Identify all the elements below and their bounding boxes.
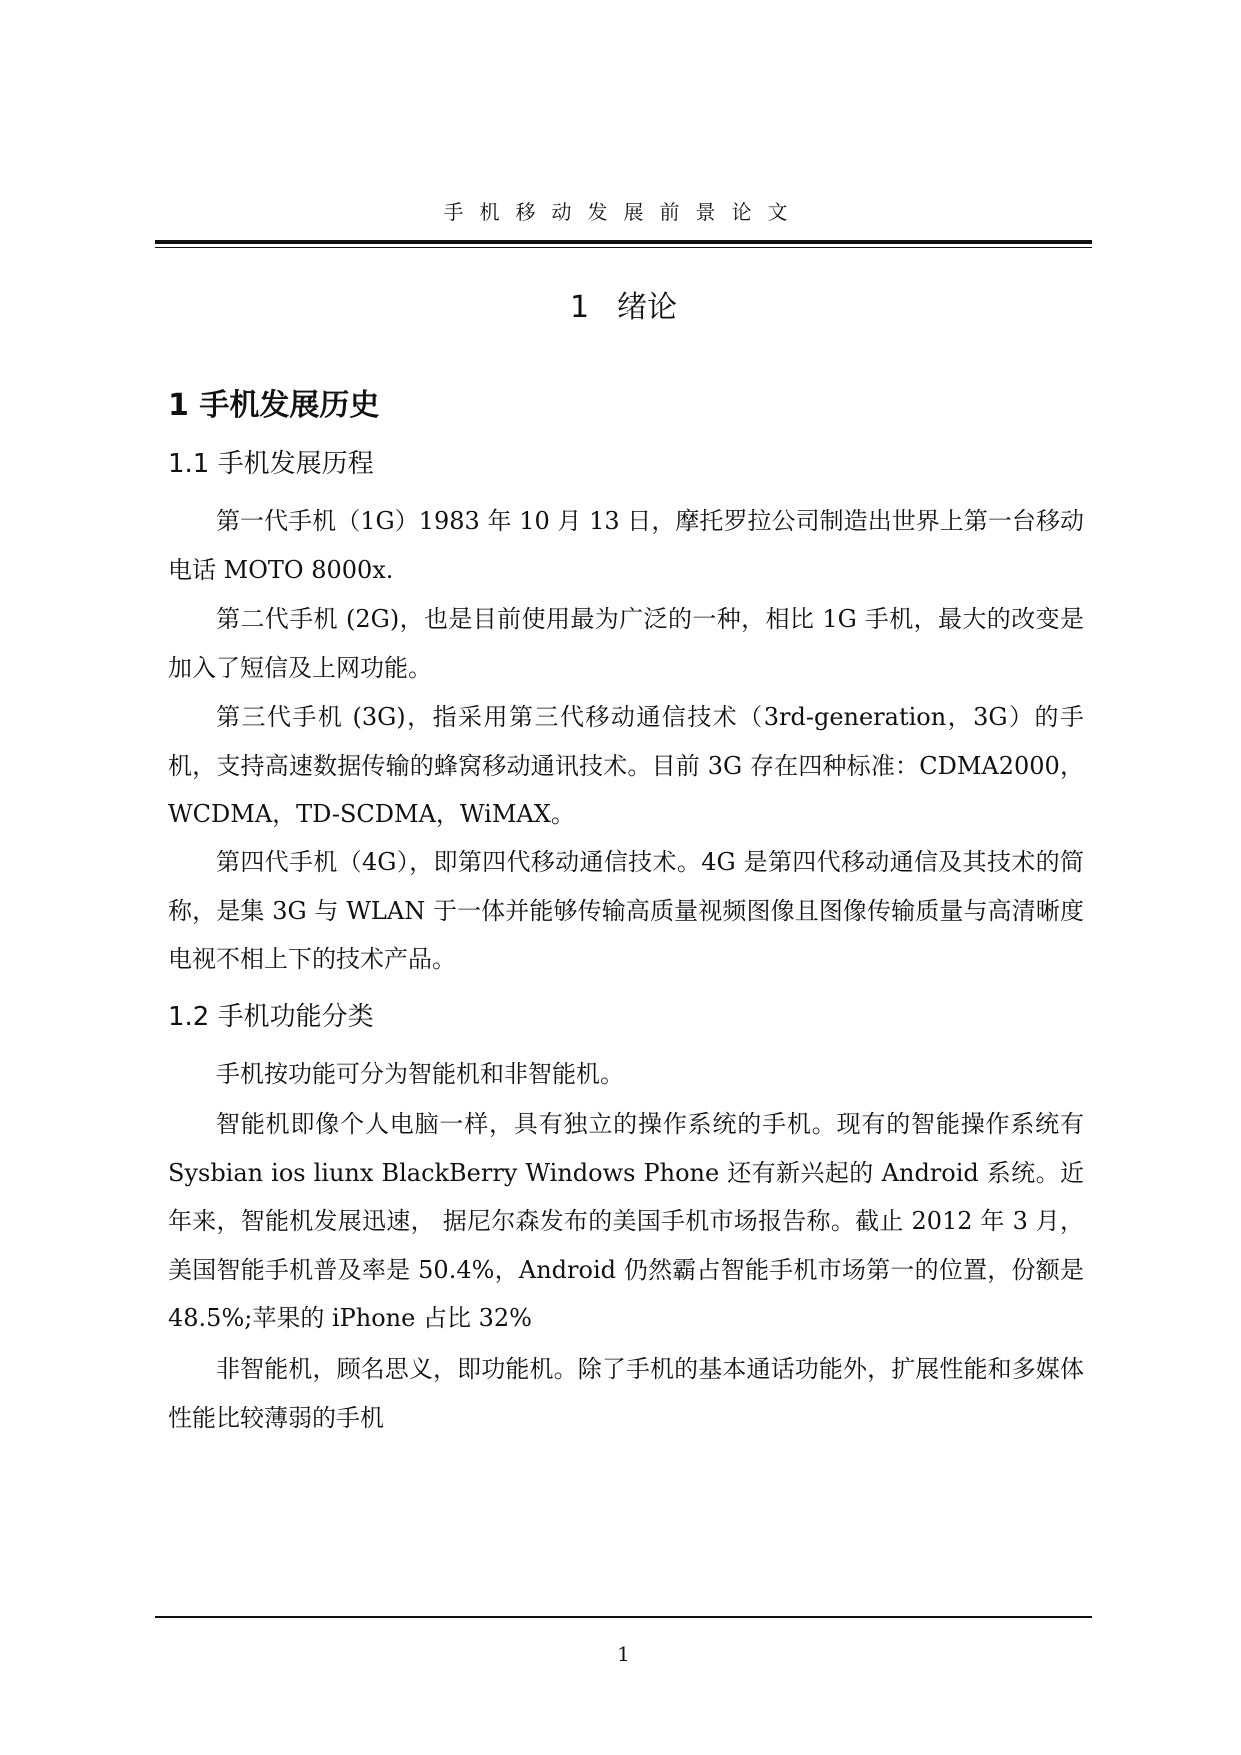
paragraph-smartphone: 智能机即像个人电脑一样，具有独立的操作系统的手机。现有的智能操作系统有 Sysbian ios liunx BlackBerry Windows Phone 还有新兴起的 Android 系统。近年来，智能机发展迅速， 据尼尔森发布的美国手机市场报告称。截止 2012 年 3 月，美国智能手机普及率是 50.4%，Android 仍然霸占智能手机市场第一的位置，份额是 48.5%;苹果的 iPhone 占比 32%	[168, 1110, 1084, 1332]
chapter-title-text: 绪论	[617, 290, 678, 325]
paragraph-1g: 第一代手机（1G）1983 年 10 月 13 日，摩托罗拉公司制造出世界上第一台移动电话 MOTO 8000x.	[168, 507, 1084, 584]
section-heading-1-1: 1.1 手机发展历程	[168, 449, 374, 479]
paragraph-2g: 第二代手机 (2G)，也是目前使用最为广泛的一种，相比 1G 手机，最大的改变是加入了短信及上网功能。	[168, 605, 1084, 682]
paragraph-4g: 第四代手机（4G），即第四代移动通信技术。4G 是第四代移动通信及其技术的简称，是集 3G 与 WLAN 于一体并能够传输高质量视频图像且图像传输质量与高清晰度电视不相上下的技术产品。	[168, 848, 1084, 973]
page-number: 1	[617, 1642, 630, 1666]
running-header: 手机移动发展前景论文	[443, 200, 804, 224]
chapter-number: 1	[569, 290, 590, 325]
footer-rule	[155, 1616, 1092, 1618]
paragraph-function-classes: 手机按功能可分为智能机和非智能机。	[216, 1060, 624, 1088]
paragraph-3g: 第三代手机 (3G)，指采用第三代移动通信技术（3rd-generation，3G）的手机，支持高速数据传输的蜂窝移动通讯技术。目前 3G 存在四种标准：CDMA2000，WCDMA，TD-SCDMA，WiMAX。	[168, 703, 1084, 828]
paragraph-feature-phone: 非智能机，顾名思义，即功能机。除了手机的基本通话功能外，扩展性能和多媒体性能比较薄弱的手机	[168, 1355, 1084, 1432]
section-heading-1-2: 1.2 手机功能分类	[168, 1002, 374, 1032]
header-rule-thick	[155, 240, 1092, 244]
header-rule-thin	[155, 247, 1092, 248]
section-heading-1: 1 手机发展历史	[168, 388, 380, 423]
chapter-title	[155, 282, 1092, 326]
